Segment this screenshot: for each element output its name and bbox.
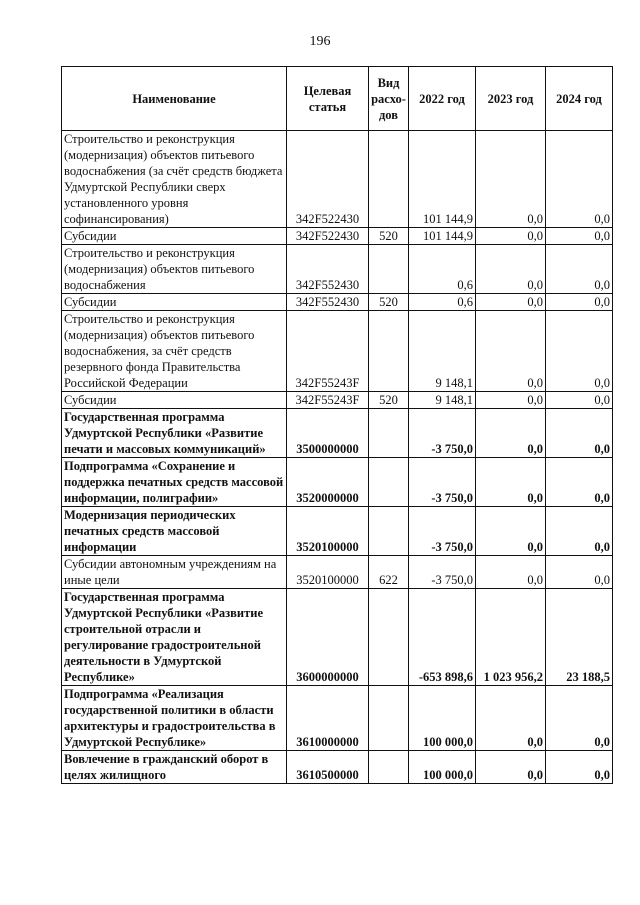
cell-year-2022: 9 148,1 (409, 392, 476, 409)
budget-table (61, 66, 613, 784)
cell-name: Строительство и реконструкция (модернизация) объектов питьевого водоснабжения, за счёт средств резервного фонда Правительства Российской Федерации (62, 311, 287, 392)
cell-year-2022: 0,6 (409, 245, 476, 294)
cell-expense-type (369, 589, 409, 686)
cell-year-2022: 100 000,0 (409, 686, 476, 751)
cell-year-2023: 0,0 (476, 458, 546, 507)
cell-year-2023: 0,0 (476, 686, 546, 751)
cell-expense-type: 520 (369, 228, 409, 245)
table-row (62, 686, 613, 751)
cell-target-article: 342F552430 (287, 245, 369, 294)
cell-year-2023: 0,0 (476, 751, 546, 784)
cell-expense-type (369, 686, 409, 751)
cell-year-2023: 0,0 (476, 392, 546, 409)
cell-name: Строительство и реконструкция (модернизация) объектов питьевого водоснабжения (за счёт средств бюджета Удмуртской Республики сверх установленного уровня софинансирования) (62, 131, 287, 228)
cell-target-article: 342F522430 (287, 131, 369, 228)
cell-year-2023: 0,0 (476, 294, 546, 311)
cell-target-article: 342F55243F (287, 311, 369, 392)
table-row (62, 556, 613, 589)
cell-year-2024: 0,0 (546, 458, 613, 507)
page-number: 196 (309, 34, 331, 49)
header-target-article: Целевая статья (287, 67, 369, 131)
cell-target-article: 3520000000 (287, 458, 369, 507)
cell-year-2023: 0,0 (476, 507, 546, 556)
table-row (62, 589, 613, 686)
cell-name: Строительство и реконструкция (модернизация) объектов питьевого водоснабжения (62, 245, 287, 294)
table-row (62, 131, 613, 228)
cell-year-2023: 0,0 (476, 228, 546, 245)
table-header-row (62, 67, 613, 131)
cell-expense-type (369, 458, 409, 507)
cell-year-2022: 101 144,9 (409, 131, 476, 228)
cell-year-2022: -3 750,0 (409, 458, 476, 507)
cell-target-article: 3520100000 (287, 556, 369, 589)
cell-expense-type (369, 131, 409, 228)
cell-name: Субсидии (62, 392, 287, 409)
cell-target-article: 3610000000 (287, 686, 369, 751)
cell-year-2024: 0,0 (546, 311, 613, 392)
cell-name: Вовлечение в гражданский оборот в целях жилищного (62, 751, 287, 784)
table-row (62, 751, 613, 784)
cell-expense-type: 520 (369, 392, 409, 409)
cell-year-2023: 1 023 956,2 (476, 589, 546, 686)
cell-year-2024: 0,0 (546, 228, 613, 245)
header-year-2022: 2022 год (409, 67, 476, 131)
cell-target-article: 3520100000 (287, 507, 369, 556)
cell-year-2024: 0,0 (546, 556, 613, 589)
cell-year-2024: 0,0 (546, 686, 613, 751)
cell-year-2023: 0,0 (476, 409, 546, 458)
cell-target-article: 342F522430 (287, 228, 369, 245)
cell-name: Подпрограмма «Сохранение и поддержка печатных средств массовой информации, полиграфии» (62, 458, 287, 507)
cell-year-2022: -3 750,0 (409, 409, 476, 458)
cell-expense-type: 520 (369, 294, 409, 311)
cell-year-2024: 23 188,5 (546, 589, 613, 686)
cell-year-2022: -3 750,0 (409, 556, 476, 589)
cell-year-2022: -3 750,0 (409, 507, 476, 556)
table-row (62, 409, 613, 458)
cell-target-article: 3600000000 (287, 589, 369, 686)
cell-target-article: 342F55243F (287, 392, 369, 409)
table-row (62, 507, 613, 556)
cell-name: Субсидии автономным учреждениям на иные цели (62, 556, 287, 589)
cell-expense-type (369, 507, 409, 556)
cell-year-2024: 0,0 (546, 392, 613, 409)
cell-name: Подпрограмма «Реализация государственной политики в области архитектуры и градостроительства в Удмуртской Республике» (62, 686, 287, 751)
cell-year-2022: 0,6 (409, 294, 476, 311)
cell-target-article: 3500000000 (287, 409, 369, 458)
cell-name: Субсидии (62, 228, 287, 245)
cell-expense-type (369, 311, 409, 392)
header-year-2023: 2023 год (476, 67, 546, 131)
cell-year-2024: 0,0 (546, 751, 613, 784)
cell-expense-type (369, 751, 409, 784)
cell-year-2023: 0,0 (476, 556, 546, 589)
cell-year-2023: 0,0 (476, 245, 546, 294)
cell-target-article: 3610500000 (287, 751, 369, 784)
cell-year-2024: 0,0 (546, 131, 613, 228)
header-name: Наименование (62, 67, 287, 131)
cell-year-2022: 101 144,9 (409, 228, 476, 245)
cell-year-2022: -653 898,6 (409, 589, 476, 686)
cell-name: Субсидии (62, 294, 287, 311)
cell-year-2024: 0,0 (546, 507, 613, 556)
table-row (62, 311, 613, 392)
table-row (62, 245, 613, 294)
table-row (62, 392, 613, 409)
cell-year-2024: 0,0 (546, 409, 613, 458)
cell-expense-type (369, 409, 409, 458)
cell-year-2024: 0,0 (546, 294, 613, 311)
header-expense-type: Вид расхо-дов (369, 67, 409, 131)
cell-year-2022: 100 000,0 (409, 751, 476, 784)
cell-name: Государственная программа Удмуртской Республики «Развитие печати и массовых коммуникаций» (62, 409, 287, 458)
cell-year-2024: 0,0 (546, 245, 613, 294)
table-row (62, 294, 613, 311)
cell-target-article: 342F552430 (287, 294, 369, 311)
cell-expense-type: 622 (369, 556, 409, 589)
cell-expense-type (369, 245, 409, 294)
header-year-2024: 2024 год (546, 67, 613, 131)
cell-year-2023: 0,0 (476, 131, 546, 228)
cell-name: Модернизация периодических печатных средств массовой информации (62, 507, 287, 556)
cell-name: Государственная программа Удмуртской Республики «Развитие строительной отрасли и регулирование градостроительной деятельности в Удмуртской Республике» (62, 589, 287, 686)
table-row (62, 458, 613, 507)
cell-year-2023: 0,0 (476, 311, 546, 392)
table-row (62, 228, 613, 245)
cell-year-2022: 9 148,1 (409, 311, 476, 392)
